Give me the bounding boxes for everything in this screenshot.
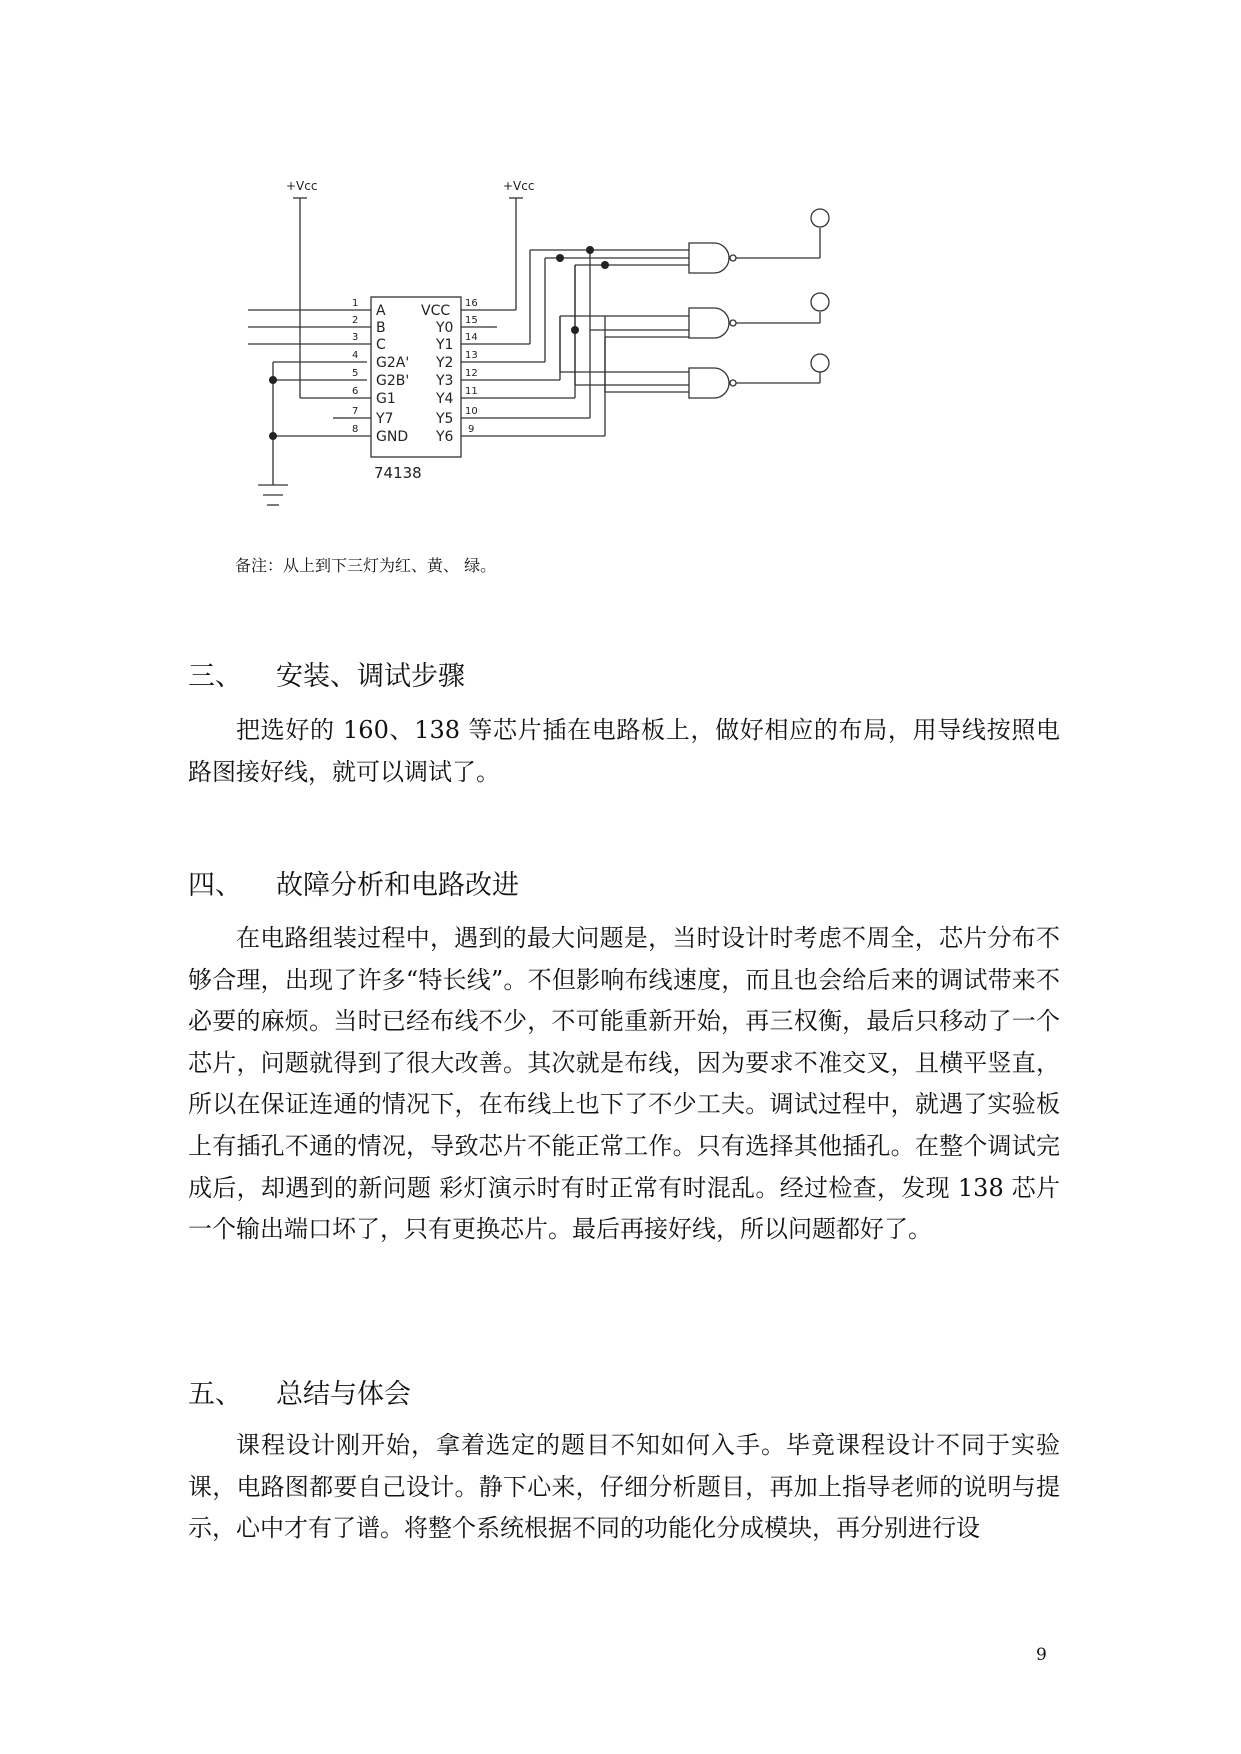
left-pin-num: 1 <box>352 298 359 309</box>
section-paragraph: 课程设计刚开始，拿着选定的题目不知如何入手。毕竟课程设计不同于实验课，电路图都要自己设计。静下心来，仔细分析题目，再加上指导老师的说明与提示，心中才有了谱。将整个系统根据不同的功能化分成模块，再分别进行设 <box>188 1431 1060 1543</box>
right-pin-num: 10 <box>465 406 478 417</box>
left-pin-num: 2 <box>352 315 359 326</box>
right-pin-num: 16 <box>465 298 478 309</box>
circuit-diagram <box>0 0 1241 560</box>
left-pin-num: 3 <box>352 332 359 343</box>
right-pin-name: Y4 <box>436 391 454 407</box>
right-pin-name: Y1 <box>436 337 454 353</box>
section-number: 三、 <box>188 661 242 692</box>
section-title: 故障分析和电路改进 <box>276 870 519 901</box>
left-pin-name: G2A' <box>376 355 410 371</box>
left-pin-name: GND <box>376 429 409 445</box>
right-pin-name: Y2 <box>436 355 454 371</box>
section-title: 安装、调试步骤 <box>276 661 465 692</box>
nand-gate-3 <box>689 368 729 398</box>
right-pin-num: 12 <box>465 368 478 379</box>
lamp-yellow <box>811 293 829 311</box>
section-paragraph: 把选好的 160、138 等芯片插在电路板上，做好相应的布局，用导线按照电路图接好线，就可以调试了。 <box>188 716 1060 786</box>
nand-gate-1 <box>689 243 729 273</box>
right-pin-num: 9 <box>468 424 475 435</box>
section-heading <box>188 654 465 693</box>
section-heading <box>188 863 519 902</box>
right-pin-name: Y5 <box>436 411 454 427</box>
right-pin-num: 13 <box>465 350 478 361</box>
diagram-note: 备注：从上到下三灯为红、黄、 绿。 <box>235 556 497 575</box>
left-pin-num: 6 <box>352 386 359 397</box>
section-number: 四、 <box>188 870 242 901</box>
lamp-green <box>811 354 829 372</box>
left-pin-num: 5 <box>352 368 359 379</box>
lamp-red <box>811 209 829 227</box>
left-pin-name: G1 <box>376 391 396 407</box>
section-title: 总结与体会 <box>276 1379 411 1410</box>
left-pin-name: Y7 <box>376 411 394 427</box>
page-number: 9 <box>1036 1645 1047 1665</box>
vcc-label-right: +Vcc <box>503 179 535 193</box>
left-pin-name: B <box>376 320 386 336</box>
section-heading <box>188 1372 411 1411</box>
left-pin-num: 8 <box>352 424 359 435</box>
section-number: 五、 <box>188 1379 242 1410</box>
right-pin-num: 11 <box>465 386 478 397</box>
left-pin-name: A <box>376 303 386 319</box>
vcc-label-left: +Vcc <box>286 179 318 193</box>
right-pin-name: Y6 <box>436 429 454 445</box>
right-pin-name: Y0 <box>436 320 454 336</box>
section-paragraph: 在电路组装过程中，遇到的最大问题是，当时设计时考虑不周全，芯片分布不够合理，出现了许多“特长线”。不但影响布线速度，而且也会给后来的调试带来不必要的麻烦。当时已经布线不少，不可能重新开始，再三权衡，最后只移动了一个芯片，问题就得到了很大改善。其次就是布线，因为要求不准交叉，且横平竖直，所以在保证连通的情况下，在布线上也下了不少工夫。调试过程中，就遇了实验板上有插孔不通的情况，导致芯片不能正常工作。只有选择其他插孔。在整个调试完成后，却遇到的新问题 彩灯演示时有时正常有时混乱。经过检查，发现 138 芯片一个输出端口坏了，只有更换芯片。最后再接好线，所以问题都好了。 <box>188 924 1060 1244</box>
left-pin-num: 7 <box>352 406 359 417</box>
right-pin-name: Y3 <box>436 373 454 389</box>
chip-label: 74138 <box>374 464 422 482</box>
left-pin-name: G2B' <box>376 373 410 389</box>
nand-gate-2 <box>689 308 729 338</box>
right-pin-name: VCC <box>421 303 451 319</box>
right-pin-num: 15 <box>465 315 478 326</box>
right-pin-num: 14 <box>465 332 478 343</box>
left-pin-num: 4 <box>352 350 359 361</box>
left-pin-name: C <box>376 337 386 353</box>
